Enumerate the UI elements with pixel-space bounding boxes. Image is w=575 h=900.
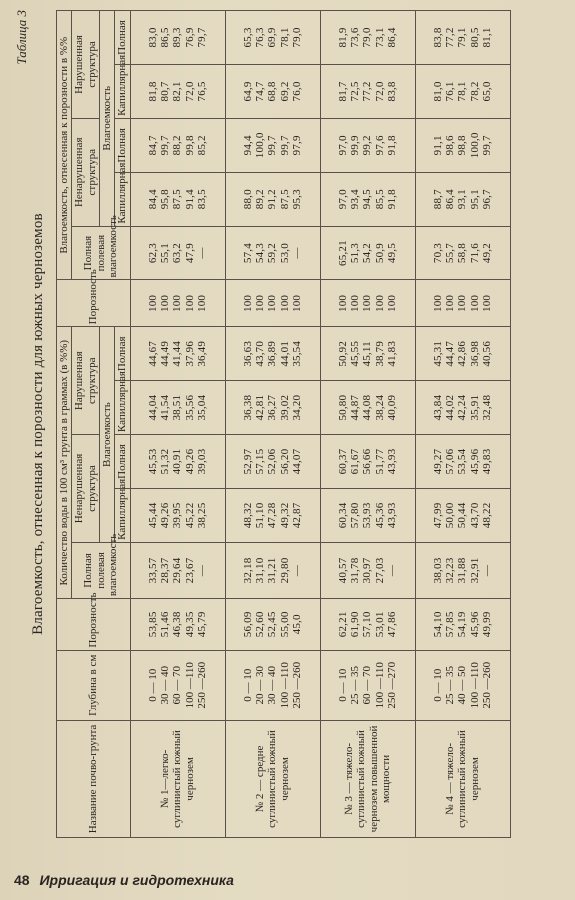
undisturbed-capillary-cell: 45,44 49,26 39,95 45,22 38,25 [130, 488, 225, 542]
undisturbed-full-cell: 49,27 57,06 53,54 45,96 49,83 [415, 435, 510, 489]
rel-undisturbed-full-cell: 91,1 98,6 98,8 100,0 99,7 [415, 118, 510, 172]
table-row [320, 11, 415, 838]
header-moisture-capacity: Влагоемкость [99, 327, 114, 543]
table-label: Таблица 3 [14, 10, 29, 65]
header-disturbed: Нарушенная структура [72, 327, 100, 435]
header-full: Полная [115, 435, 130, 489]
soil-name: № 2 — средне суглинистый южный чернозем [225, 720, 320, 837]
porosity-2-cell: 100 100 100 100 100 [320, 280, 415, 327]
undisturbed-full-cell: 52,97 57,15 52,06 56,20 44,07 [225, 435, 320, 489]
header-soil-name: Название почво-грунта [57, 720, 131, 837]
rel-undisturbed-full-cell: 84,7 99,7 88,2 99,8 85,2 [130, 118, 225, 172]
field-capacity-cell: 40,57 31,78 30,97 27,03 — [320, 542, 415, 598]
porosity-table [56, 10, 511, 838]
journal-title: Ирригация и гидротехника [39, 872, 234, 888]
header-full: Полная [115, 11, 130, 65]
disturbed-full-cell: 50,92 45,55 45,11 38,79 41,83 [320, 327, 415, 381]
table-row [130, 11, 225, 838]
porosity-2-cell: 100 100 100 100 100 [225, 280, 320, 327]
table-row [415, 11, 510, 838]
rel-undisturbed-capillary-cell: 84,4 95,8 87,5 91,4 83,5 [130, 172, 225, 226]
undisturbed-full-cell: 60,37 61,67 56,66 51,77 43,93 [320, 435, 415, 489]
header-undisturbed: Ненарушенная структура [72, 435, 100, 543]
header-capillary: Капиллярная [115, 381, 130, 435]
undisturbed-capillary-cell: 47,99 50,00 50,44 43,70 48,22 [415, 488, 510, 542]
rel-undisturbed-full-cell: 97,0 99,9 99,2 97,6 91,8 [320, 118, 415, 172]
field-capacity-cell: 33,57 28,37 29,64 23,67 — [130, 542, 225, 598]
table-title: Влагоемкость, отнесенная к порозности для южных черноземов [30, 213, 46, 635]
header-porosity: Порозность [57, 599, 131, 651]
rel-disturbed-capillary-cell: 81,0 76,1 78,1 78,2 65,0 [415, 65, 510, 119]
undisturbed-capillary-cell: 60,34 57,80 53,93 45,36 43,93 [320, 488, 415, 542]
field-capacity-2-cell: 57,4 54,3 59,2 53,0 — [225, 226, 320, 280]
porosity-2-cell: 100 100 100 100 100 [415, 280, 510, 327]
rel-undisturbed-capillary-cell: 88,0 89,2 91,2 87,5 95,3 [225, 172, 320, 226]
header-full: Полная [115, 327, 130, 381]
rotated-table-content [10, 4, 566, 844]
disturbed-capillary-cell: 36,38 42,81 36,27 39,02 34,20 [225, 381, 320, 435]
rel-undisturbed-capillary-cell: 88,7 86,4 93,1 95,1 96,7 [415, 172, 510, 226]
header-capillary: Капиллярная [115, 488, 130, 542]
field-capacity-2-cell: 62,3 55,1 63,2 47,9 — [130, 226, 225, 280]
porosity-2-cell: 100 100 100 100 100 [130, 280, 225, 327]
header-full: Полная [115, 118, 130, 172]
depth-cell: 0 — 10 25 — 35 60 — 70 100 —110 250 —270 [320, 650, 415, 720]
disturbed-capillary-cell: 44,04 41,54 38,51 35,56 35,04 [130, 381, 225, 435]
header-capillary: Капиллярная [115, 172, 130, 226]
header-depth: Глубина в см [57, 650, 131, 720]
header-moisture-capacity-2: Влагоемкость [99, 11, 114, 227]
disturbed-capillary-cell: 50,80 44,87 44,08 38,24 40,09 [320, 381, 415, 435]
page-number: 48 [14, 872, 30, 888]
porosity-cell: 56,09 52,60 52,45 55,00 45,0 [225, 599, 320, 651]
field-capacity-2-cell: 70,3 55,7 58,8 71,6 49,2 [415, 226, 510, 280]
field-capacity-cell: 32,18 31,10 31,21 29,80 — [225, 542, 320, 598]
rel-disturbed-capillary-cell: 81,8 80,7 82,1 72,0 76,5 [130, 65, 225, 119]
depth-cell: 0 — 10 25 — 35 40 — 50 100 —110 250 —260 [415, 650, 510, 720]
soil-name: № 4 — тяжело-суглинистый южный чернозем [415, 720, 510, 837]
undisturbed-capillary-cell: 48,32 51,10 47,28 49,32 42,87 [225, 488, 320, 542]
table-row [225, 11, 320, 838]
soil-name: № 1—легко-суглинистый южный чернозем [130, 720, 225, 837]
rel-disturbed-capillary-cell: 64,9 74,7 68,8 69,2 76,0 [225, 65, 320, 119]
depth-cell: 0 — 10 30 — 40 60 — 70 100 —110 250 —260 [130, 650, 225, 720]
rel-disturbed-full-cell: 83,8 77,2 79,1 80,5 81,1 [415, 11, 510, 65]
rel-disturbed-full-cell: 81,9 73,6 79,0 73,1 86,4 [320, 11, 415, 65]
disturbed-full-cell: 45,31 44,47 42,86 36,98 40,56 [415, 327, 510, 381]
porosity-cell: 62,21 61,90 57,10 53,01 47,86 [320, 599, 415, 651]
header-porosity-2: Порозность [57, 280, 131, 327]
rel-disturbed-capillary-cell: 81,7 72,5 77,2 72,0 83,8 [320, 65, 415, 119]
porosity-cell: 53,85 51,46 46,38 49,35 45,79 [130, 599, 225, 651]
depth-cell: 0 — 10 20 — 30 30 — 40 100 —110 250 —260 [225, 650, 320, 720]
header-undisturbed-2: Ненарушенная структура [72, 118, 100, 226]
header-water-amount: Количество воды в 100 см³ грунта в граммах (в %%) [57, 327, 72, 599]
field-capacity-2-cell: 65,21 51,3 54,2 50,9 49,5 [320, 226, 415, 280]
rel-disturbed-full-cell: 83,0 86,5 89,3 76,9 79,7 [130, 11, 225, 65]
header-field-capacity: Полная полевая влагоемкость [72, 542, 130, 598]
header-field-capacity-2: Полная полевая влагоемкость [72, 226, 130, 280]
disturbed-full-cell: 36,63 43,70 36,89 44,01 35,54 [225, 327, 320, 381]
field-capacity-cell: 38,03 32,23 31,88 32,91 — [415, 542, 510, 598]
page-footer [14, 872, 234, 888]
disturbed-full-cell: 44,67 44,49 41,44 37,96 36,49 [130, 327, 225, 381]
porosity-cell: 54,10 57,85 54,19 45,96 49,99 [415, 599, 510, 651]
soil-name: № 3 — тяжело-суглинистый южный чернозем повышенной мощности [320, 720, 415, 837]
rel-undisturbed-capillary-cell: 97,0 93,4 94,5 85,5 91,8 [320, 172, 415, 226]
rel-undisturbed-full-cell: 94,4 100,0 99,7 99,7 97,9 [225, 118, 320, 172]
disturbed-capillary-cell: 43,84 44,02 42,24 35,91 32,48 [415, 381, 510, 435]
header-moisture-relative: Влагоемкость, отнесенная к порозности в %% [57, 11, 72, 281]
undisturbed-full-cell: 45,53 51,32 40,91 49,26 39,03 [130, 435, 225, 489]
rel-disturbed-full-cell: 65,3 76,3 69,9 78,1 79,0 [225, 11, 320, 65]
header-disturbed-2: Нарушенная структура [72, 11, 100, 119]
header-capillary: Капиллярная [115, 65, 130, 119]
